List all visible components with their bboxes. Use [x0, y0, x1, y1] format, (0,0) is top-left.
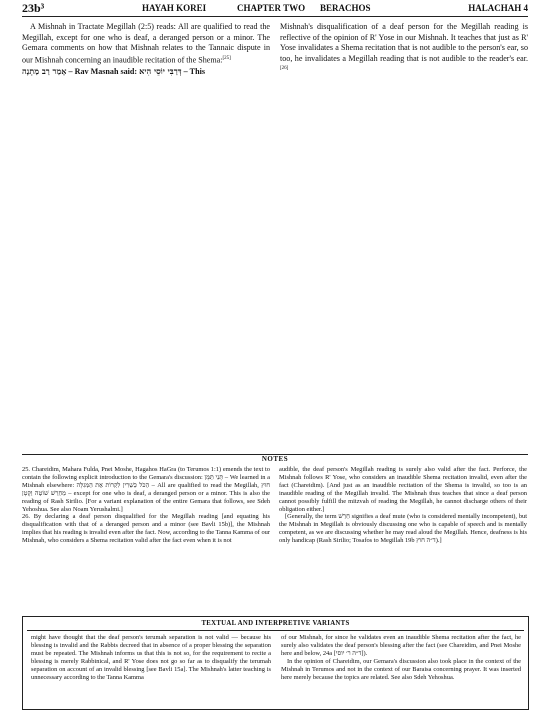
halachah-label: HALACHAH 4	[468, 3, 528, 13]
main-right-column	[280, 22, 528, 77]
running-header	[22, 2, 528, 17]
variants-divider	[27, 630, 524, 631]
variants-right-column	[281, 634, 521, 681]
variant-paragraph: of our Mishnah, for since he validates even an inaudible Shema recitation after the fact, he surely also validates the deaf person's blessing after the fact (see Chareidim, and Pnei Moshe here and below, 24a [ד״ה ר׳ יוסי]).	[281, 634, 521, 657]
variants-left-column	[31, 634, 271, 681]
footnote-ref: [26]	[280, 66, 289, 72]
note-paragraph: 26. By declaring a deaf person disqualified for the Megillah reading [and equating his disqualification with that of a deranged person and a minor (see Bavli 15b)], the Mishnah implies that his reading is invalid even after the fact. Now, according to the Tanna Kamma of our Mishnah, who considers a Shema recitation valid after the fact even when it is not	[22, 513, 270, 545]
main-paragraph: A Mishnah in Tractate Megillah (2:5) reads: All are qualified to read the Megillah, except for one who is deaf, a deranged person or a minor. The Gemara comments on how that Mishnah relates to the Tannaic dispute in our Mishnah concerning an inaudible recitation of the Shema:[25]	[22, 22, 270, 65]
notes-heading: NOTES	[261, 455, 289, 463]
note-paragraph: audible, the deaf person's Megillah reading is surely also valid after the fact. Perforce, the Mishnah follows R' Yose, who considers an inaudible Shema recitation invalid, even after the fact (Chareidim). [And just as an inaudible recitation of the Shema is invalid, so too is an inaudible reading of the Megillah invalid. The Mishnah thus teaches that since a deaf person cannot possibly fulfill the mitzvah of reading the Megillah, he cannot discharge others of their obligation either.]	[279, 466, 527, 513]
notes-left-column	[22, 466, 270, 545]
variant-paragraph: In the opinion of Chareidim, our Gemara's discussion also took place in the context of the Mishnah in Terumos and not in the context of our Baraisa concerning prayer. It was inserted here merely because the topics are related. See also Sdeh Yehoshua.	[281, 657, 521, 681]
chapter-label: CHAPTER TWO	[237, 3, 306, 13]
note-paragraph: [Generally, the term חֵרֵשׁ signifies a deaf mute (who is considered mentally incompetent), but the Mishnah in Megillah is obviously discussing one who is capable of speech and is mentally competent, as we are discussing whether he may read aloud the Megillah. Hence, deafness is his only handicap (Rash Sirilio; Tosafos to Megillah 19b ד״ה חוץ).]	[279, 513, 527, 545]
work-title: HAYAH KOREI	[142, 3, 207, 13]
note-paragraph: 25. Chareidim, Mahara Fulda, Pnei Moshe, Hagahos HaGra (to Terumos 1:1) emends the text to contain the following explicit introduction to the Gemara's discussion: תָּנֵי תַּמָּן – We learned in a Mishnah elsewhere: הַכֹּל כְּשֵׁרִין לִקְרוֹת אֶת הַמְּגִלָּה – All are qualified to read the Megillah, חוּץ מֵחֵרֵשׁ שׁוֹטֶה וְקָטָן – except for one who is deaf, a deranged person or a minor. This is also the reading of Rash Sirilio. [For a variant explanation of the entire Gemara that follows, see Sdeh Yehoshua. See also Noam Yerushalmi.]	[22, 466, 271, 513]
hebrew-text: אָמַר רַב מַתְנָה	[22, 66, 67, 77]
footnote-ref: [25]	[222, 55, 231, 61]
variants-box	[22, 616, 529, 710]
folio-number: 23b³	[22, 1, 45, 15]
main-paragraph: Mishnah's disqualification of a deaf person for the Megillah reading is reflective of the opinion of R' Yose in our Mishnah. It teaches that just as R' Yose invalidates a Shema recitation that is not audible to the person's ear, so too, he invalidates a Megillah reading that is not audible to the reader's ear.[26]	[280, 22, 528, 72]
tractate-label: BERACHOS	[320, 3, 371, 13]
variant-paragraph: might have thought that the deaf person's terumah separation is not valid — because his blessing is invalid and the Rabbis decreed that in absence of a proper blessing the separation must be repeated. The Mishnah informs us that this is not so, for the requirement to recite a blessing is merely Rabbinical, and R' Yose does not go so far as to disqualify the terumah separation on account of an invalid blessing [see Bavli 15a]. The Mishnah's latter teaching is unnecessary according to the Tanna Kamma	[31, 634, 271, 681]
hebrew-text: דְּרַבִּי יוֹסֵי הִיא	[139, 66, 182, 77]
main-paragraph: אָמַר רַב מַתְנָה – Rav Masnah said: דְּרַבִּי יוֹסֵי הִיא – This	[22, 66, 205, 77]
main-left-column	[22, 22, 270, 78]
variants-heading: TEXTUAL AND INTERPRETIVE VARIANTS	[201, 620, 350, 627]
notes-right-column	[279, 466, 527, 545]
